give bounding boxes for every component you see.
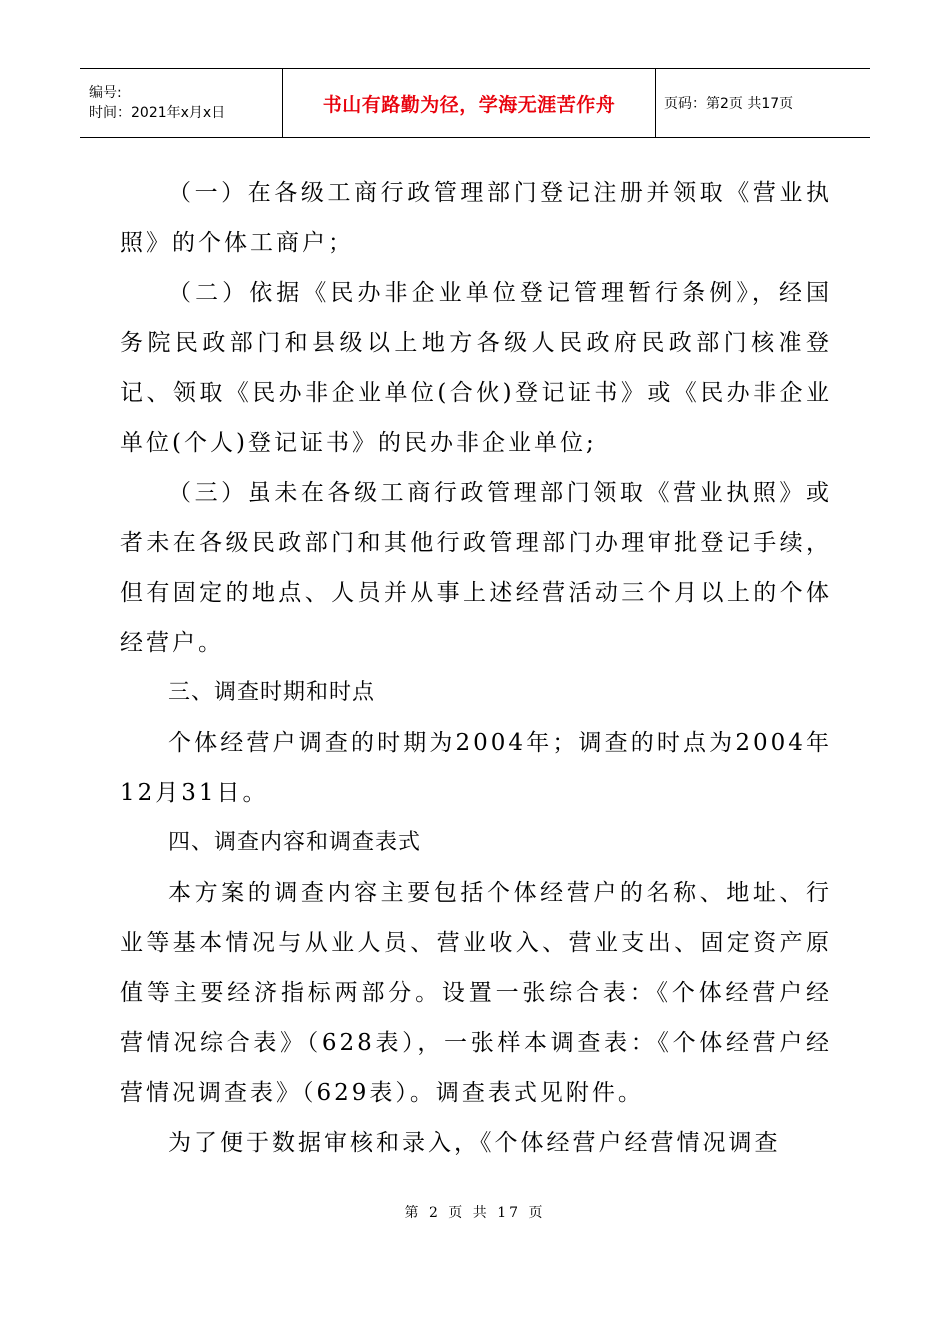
section-heading-4: 四、调查内容和调查表式 (168, 830, 422, 855)
page-info-text: 页码：第2页 共17页 (664, 96, 794, 112)
paragraph-item-2: （二）依据《民办非企业单位登记管理暂行条例》，经国务院民政部门和县级以上地方各级人民政府民政部门核准登记、领取《民办非企业单位(合伙)登记证书》或《民办非企业单位(个人)登记证书》的民办非企业单位; (120, 280, 832, 456)
header-page-info (656, 69, 870, 137)
paragraph-data-review: 为了便于数据审核和录入，《个体经营户经营情况调查 (168, 1130, 781, 1156)
motto-text: 书山有路勤为径，学海无涯苦作舟 (322, 93, 616, 116)
paragraph-item-3: （三）虽未在各级工商行政管理部门领取《营业执照》或者未在各级民政部门和其他行政管理部门办理审批登记手续，但有固定的地点、人员并从事上述经营活动三个月以上的个体经营户。 (120, 480, 832, 656)
document-number-label: 编号: (89, 85, 122, 101)
document-date: 时间：2021年x月x日 (89, 105, 226, 121)
section-heading-3: 三、调查时期和时点 (168, 680, 376, 705)
footer-page-number: 第 2 页 共 17 页 (404, 1205, 546, 1221)
paragraph-survey-content: 本方案的调查内容主要包括个体经营户的名称、地址、行业等基本情况与从业人员、营业收入、营业支出、固定资产原值等主要经济指标两部分。设置一张综合表：《个体经营户经营情况综合表》（628表），一张样本调查表：《个体经营户经营情况调查表》（629表）。调查表式见附件。 (120, 880, 832, 1106)
document-body (120, 168, 832, 1168)
header-meta (80, 69, 282, 137)
paragraph-survey-period: 个体经营户调查的时期为2004年；调查的时点为2004年12月31日。 (120, 730, 832, 806)
document-header (80, 68, 870, 138)
paragraph-item-1: （一）在各级工商行政管理部门登记注册并领取《营业执照》的个体工商户； (120, 180, 832, 256)
header-motto (282, 69, 656, 137)
page-footer (0, 1202, 950, 1222)
